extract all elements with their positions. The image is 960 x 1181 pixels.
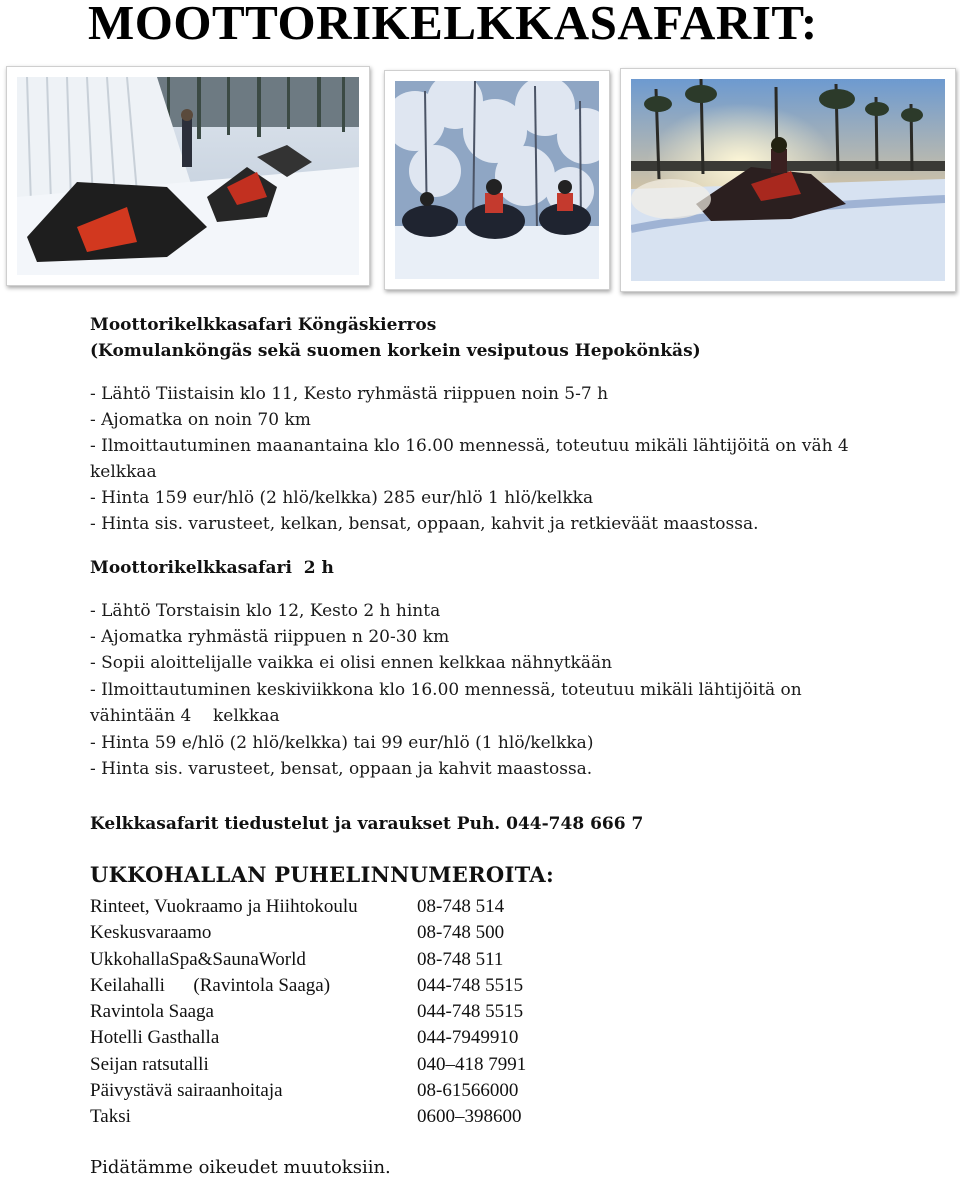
footer-note: Pidätämme oikeudet muutoksiin. [90, 1157, 391, 1178]
phone-number: 044-748 5515 [417, 1001, 524, 1023]
page-title: MOOTTORIKELKKASAFARIT: [88, 0, 818, 50]
phone-number: 08-748 514 [417, 896, 505, 917]
phone-number: 0600–398600 [417, 1106, 522, 1128]
phone-name: Taksi [90, 1106, 131, 1128]
safari2-heading: Moottorikelkkasafari 2 h [90, 558, 334, 578]
phone-name: Rinteet, Vuokraamo ja Hiihtokoulu [90, 896, 358, 917]
list-item: vähintään 4 kelkkaa [90, 706, 280, 726]
phone-name: Hotelli Gasthalla [90, 1027, 220, 1049]
phone-number: 040–418 7991 [417, 1053, 527, 1075]
phone-name: UkkohallaSpa&SaunaWorld [90, 948, 306, 970]
safari1-heading: Moottorikelkkasafari Köngäskierros [90, 315, 437, 335]
list-item: - Lähtö Torstaisin klo 12, Kesto 2 h hinta [90, 601, 441, 621]
phone-name: Keskusvaraamo [90, 922, 212, 944]
phone-number: 08-748 511 [417, 948, 504, 970]
phone-name: Päivystävä sairaanhoitaja [90, 1080, 283, 1102]
list-item: - Hinta 159 eur/hlö (2 hlö/kelkka) 285 eur/hlö 1 hlö/kelkka [90, 488, 594, 508]
phones-heading: UKKOHALLAN PUHELINNUMEROITA: [90, 862, 555, 887]
list-item: - Hinta sis. varusteet, bensat, oppaan ja kahvit maastossa. [90, 759, 593, 779]
phone-number: 044-748 5515 [417, 974, 524, 996]
safari1-subheading: (Komulanköngäs sekä suomen korkein vesiputous Hepokönkäs) [90, 341, 701, 361]
list-item: - Hinta sis. varusteet, kelkan, bensat, oppaan, kahvit ja retkieväät maastossa. [90, 514, 759, 534]
list-item: kelkkaa [90, 462, 157, 482]
list-item: - Hinta 59 e/hlö (2 hlö/kelkka) tai 99 eur/hlö (1 hlö/kelkka) [90, 733, 594, 753]
phone-number: 044-7949910 [417, 1027, 519, 1049]
phone-name: Seijan ratsutalli [90, 1053, 209, 1075]
list-item: - Ajomatka on noin 70 km [90, 410, 311, 430]
phone-number: 08-61566000 [417, 1080, 519, 1102]
list-item: - Ilmoittautuminen maanantaina klo 16.00 mennessä, toteutuu mikäli lähtijöitä on väh 4 [90, 436, 849, 456]
phone-name: Keilahalli (Ravintola Saaga) [90, 974, 331, 996]
list-item: - Lähtö Tiistaisin klo 11, Kesto ryhmästä riippuen noin 5-7 h [90, 384, 609, 404]
phone-name: Ravintola Saaga [90, 1001, 214, 1023]
snowmobile-sunset-photo [620, 68, 956, 292]
list-item: - Sopii aloittelijalle vaikka ei olisi ennen kelkkaa nähnytkään [90, 653, 613, 673]
list-item: - Ilmoittautuminen keskiviikkona klo 16.00 mennessä, toteutuu mikäli lähtijöitä on [90, 680, 802, 700]
list-item: - Ajomatka ryhmästä riippuen n 20-30 km [90, 627, 450, 647]
phone-number: 08-748 500 [417, 922, 505, 944]
contact-line: Kelkkasafarit tiedustelut ja varaukset Puh. 044-748 666 7 [90, 814, 644, 834]
snowmobiles-forest-photo [384, 70, 610, 290]
snowmobiles-parked-photo [6, 66, 370, 286]
